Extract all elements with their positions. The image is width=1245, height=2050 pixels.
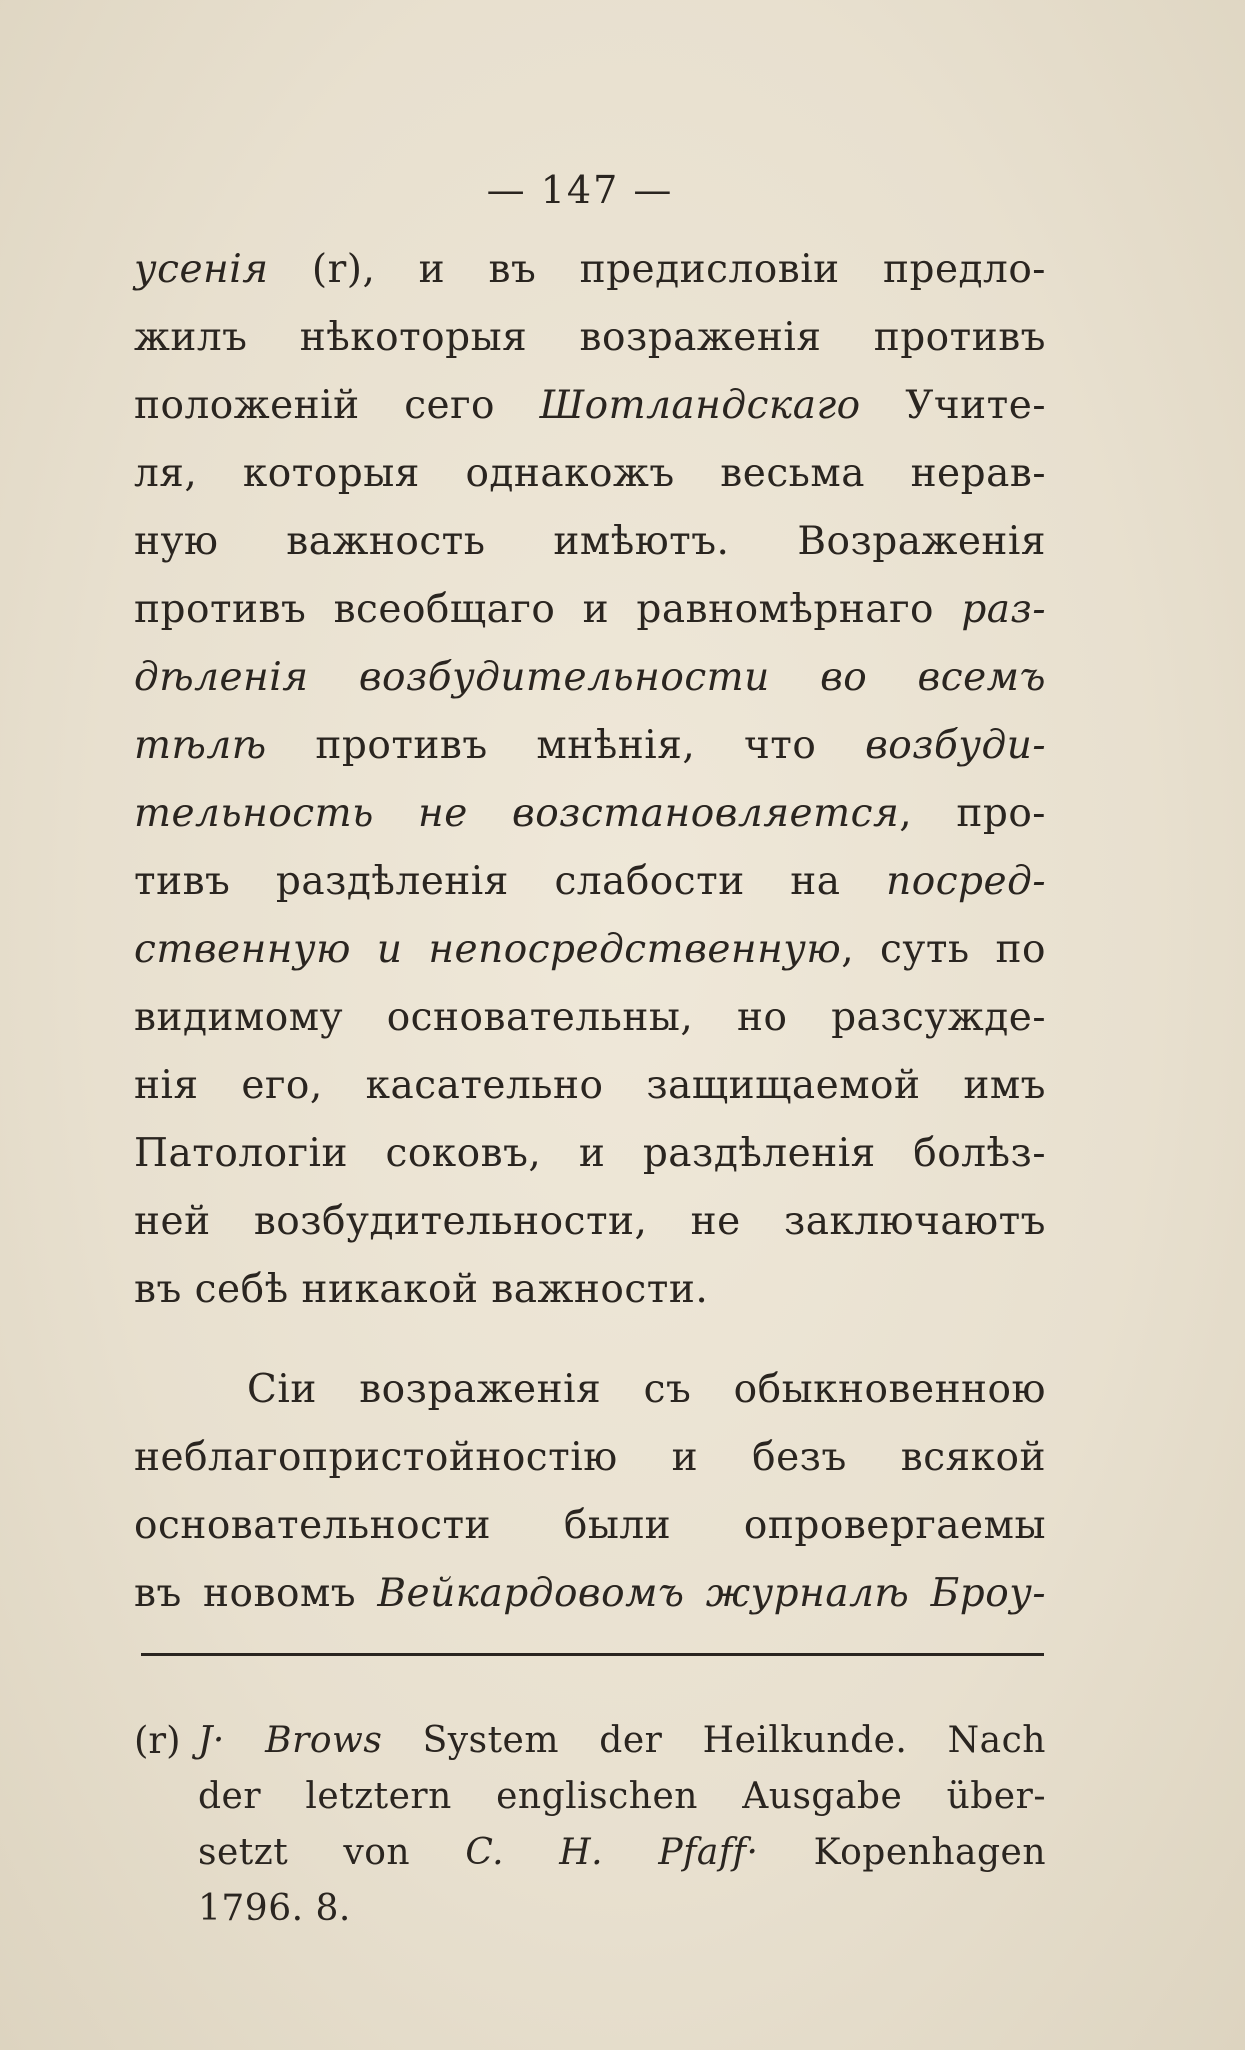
footnote-line xyxy=(198,1825,1046,1881)
text-line xyxy=(134,916,1046,984)
text-segment: (r), и въ предисловіи предло- xyxy=(268,247,1046,292)
text-line xyxy=(134,712,1046,780)
italic-word: посред- xyxy=(886,859,1046,904)
italic-word: возбуди- xyxy=(865,723,1046,768)
text-segment: положеній сего xyxy=(134,383,540,428)
text-segment: противъ всеобщаго и равномѣрнаго xyxy=(134,587,962,632)
text-line: видимому основательны, но разсужде- xyxy=(134,995,1046,1040)
italic-word: C. H. Pfaff· xyxy=(465,1832,759,1873)
text-segment: setzt von xyxy=(198,1832,466,1873)
text-segment: тивъ раздѣленія слабости на xyxy=(134,859,887,904)
text-line: дѣленія возбудительности во всемъ xyxy=(134,655,1046,700)
text-line xyxy=(134,372,1046,440)
italic-word: ственную и непосредственную xyxy=(134,927,842,972)
text-segment: , суть по xyxy=(841,927,1046,972)
footnote-line: 1796. 8. xyxy=(198,1888,351,1929)
text-line: въ себѣ никакой важности. xyxy=(134,1267,709,1312)
text-line: нія его, касательно защищаемой имъ xyxy=(134,1063,1046,1108)
page-number: — 147 — xyxy=(486,168,674,212)
paragraph-spacer xyxy=(134,1324,1046,1356)
italic-word: уcенія xyxy=(134,247,269,292)
main-text xyxy=(134,236,1046,1628)
text-line: ную важность имѣютъ. Возраженія xyxy=(134,519,1046,564)
footnote-mark: (r) xyxy=(134,1719,181,1762)
text-line: неблагопристойностію и безъ всякой xyxy=(134,1435,1046,1480)
text-line: Сіи возраженія съ обыкновенною xyxy=(247,1367,1046,1412)
italic-word: Вейкардовомъ журналѣ Броу- xyxy=(377,1571,1046,1616)
text-line: Патологіи соковъ, и раздѣленія болѣз- xyxy=(134,1131,1046,1176)
text-line xyxy=(134,780,1046,848)
footnote xyxy=(134,1713,1046,1937)
text-line: жилъ нѣкоторыя возраженія противъ xyxy=(134,315,1046,360)
text-segment: Kopenhagen xyxy=(758,1832,1047,1873)
text-segment: , про- xyxy=(899,791,1046,836)
italic-word: Шотландскаго xyxy=(539,383,861,428)
text-line xyxy=(134,236,1046,304)
text-line xyxy=(134,848,1046,916)
text-line: основательности были опровергаемы xyxy=(134,1503,1046,1548)
text-segment: System der Heilkunde. Nach xyxy=(382,1720,1046,1761)
text-line xyxy=(134,1560,1046,1628)
text-line xyxy=(134,576,1046,644)
text-segment: въ новомъ xyxy=(134,1571,378,1616)
text-segment: противъ мнѣнія, что xyxy=(266,723,866,768)
footnote-divider xyxy=(141,1653,1044,1656)
italic-word: J· Brows xyxy=(198,1720,383,1761)
italic-word: раз- xyxy=(961,587,1046,632)
paragraph-1 xyxy=(134,236,1046,1324)
text-segment: Учите- xyxy=(860,383,1046,428)
text-line: ней возбудительности, не заключаютъ xyxy=(134,1199,1046,1244)
paragraph-2 xyxy=(134,1356,1046,1628)
italic-word: тельность не возстановляется xyxy=(134,791,900,836)
footnote-line: der letztern englischen Ausgabe über- xyxy=(198,1776,1046,1817)
italic-word: тѣлѣ xyxy=(134,723,267,768)
footnote-line xyxy=(198,1713,1046,1769)
text-line: ля, которыя однакожъ весьма нерав- xyxy=(134,451,1046,496)
